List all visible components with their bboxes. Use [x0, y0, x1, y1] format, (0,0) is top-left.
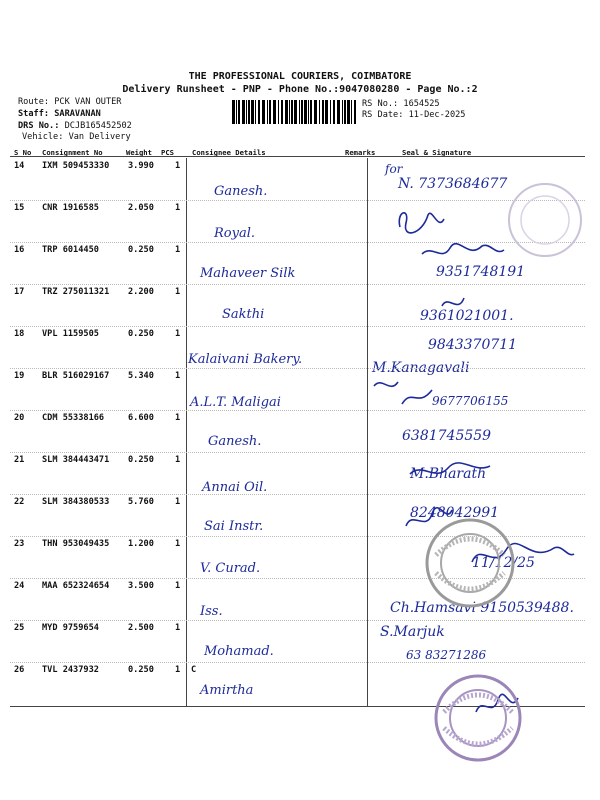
row-consignment-no: SLM 384443471 — [42, 455, 110, 465]
vehicle-label: Vehicle: Van Delivery — [22, 132, 131, 142]
row-divider — [10, 662, 585, 663]
row-divider — [10, 284, 585, 285]
drs-label: DRS No.: — [18, 121, 60, 131]
row-pcs: 1 — [175, 581, 181, 591]
row-weight: 2.050 — [128, 203, 154, 213]
consignee-handwriting: Royal. — [214, 226, 255, 241]
row-pcs: 1 — [175, 623, 181, 633]
row-sno: 14 — [14, 161, 25, 171]
row-weight: 2.200 — [128, 287, 154, 297]
row-weight: 0.250 — [128, 329, 154, 339]
consignee-handwriting: Kalaivani Bakery. — [188, 352, 303, 367]
row-sno: 19 — [14, 371, 25, 381]
row-weight: 6.600 — [128, 413, 154, 423]
row-weight: 3.500 — [128, 581, 154, 591]
row-pcs: 1 — [175, 287, 181, 297]
row-weight: 0.250 — [128, 455, 154, 465]
company-title: THE PROFESSIONAL COURIERS, COIMBATORE — [188, 71, 412, 82]
row-weight: 5.340 — [128, 371, 154, 381]
row-consignment-no: MAA 652324654 — [42, 581, 110, 591]
col-weight: Weight — [126, 148, 152, 157]
receiver-signature-text: N. 7373684677 — [398, 176, 508, 192]
row-consignment-no: CDM 55338166 — [42, 413, 105, 423]
row-weight: 1.200 — [128, 539, 154, 549]
row-sno: 22 — [14, 497, 25, 507]
courier-stamp-3 — [432, 672, 524, 764]
row-weight: 2.500 — [128, 623, 154, 633]
row-sno: 15 — [14, 203, 25, 213]
signature-scribble — [438, 290, 548, 324]
consignee-handwriting: Iss. — [200, 604, 223, 619]
signature-scribble — [398, 386, 508, 420]
drs-value: DCJB165452502 — [64, 121, 132, 131]
consignee-handwriting: Mohamad. — [204, 644, 274, 659]
consignee-handwriting: V. Curad. — [200, 561, 261, 576]
courier-stamp-1 — [505, 180, 585, 260]
row-sno: 17 — [14, 287, 25, 297]
row-remark: C — [191, 665, 197, 675]
receiver-signature-note: 63 83271286 — [406, 648, 487, 662]
row-consignment-no: MYD 9759654 — [42, 623, 99, 633]
consignee-handwriting: Sai Instr. — [204, 519, 264, 534]
receiver-signature-text: 11/12/25 — [472, 555, 535, 571]
drs-line — [18, 121, 132, 131]
row-pcs: 1 — [175, 539, 181, 549]
receiver-signature-text: Ch.Hamsavi 9150539488. — [390, 600, 574, 616]
receiver-signature-text: 9361021001. — [420, 308, 514, 324]
col-seal-signature: Seal & Signature — [402, 148, 472, 157]
receiver-signature-note: for — [385, 162, 403, 176]
consignee-handwriting: Amirtha — [200, 683, 254, 698]
row-pcs: 1 — [175, 161, 181, 171]
route-label: Route: PCK VAN OUTER — [18, 97, 122, 107]
courier-stamp-2 — [422, 515, 518, 611]
receiver-signature-text: M.Bharath — [410, 466, 487, 482]
col-consignment: Consignment No — [42, 148, 103, 157]
consignee-handwriting: A.L.T. Maligai — [190, 395, 281, 410]
receiver-signature-text: 6381745559 — [402, 428, 492, 444]
row-sno: 21 — [14, 455, 25, 465]
receiver-signature-text: 9843370711 — [428, 337, 518, 353]
row-sno: 20 — [14, 413, 25, 423]
consignee-handwriting: Sakthi — [222, 307, 265, 322]
row-weight: 3.990 — [128, 161, 154, 171]
row-divider — [10, 326, 585, 327]
barcode-image — [232, 100, 356, 124]
row-pcs: 1 — [175, 245, 181, 255]
col-sno: S No — [14, 148, 32, 157]
row-sno: 16 — [14, 245, 25, 255]
receiver-signature-text: M.Kanagavali — [372, 360, 470, 376]
staff-label: Staff: — [18, 109, 50, 119]
row-pcs: 1 — [175, 371, 181, 381]
row-divider — [10, 620, 585, 621]
row-sno: 25 — [14, 623, 25, 633]
col-pcs: PCS — [161, 148, 174, 157]
row-consignment-no: BLR 516029167 — [42, 371, 110, 381]
rs-date: RS Date: 11-Dec-2025 — [362, 110, 466, 120]
row-consignment-no: THN 953049435 — [42, 539, 110, 549]
row-consignment-no: VPL 1159505 — [42, 329, 99, 339]
row-pcs: 1 — [175, 665, 181, 675]
receiver-signature-text: S.Marjuk — [380, 624, 445, 640]
col-divider-remarks — [367, 158, 368, 706]
row-consignment-no: TVL 2437932 — [42, 665, 99, 675]
row-sno: 23 — [14, 539, 25, 549]
row-weight: 0.250 — [128, 665, 154, 675]
staff-value: SARAVANAN — [54, 109, 101, 119]
receiver-signature-note: 9677706155 — [432, 394, 509, 408]
signature-scribble — [392, 205, 502, 239]
header-divider — [10, 156, 585, 157]
consignee-handwriting: Annai Oil. — [202, 480, 268, 495]
consignee-handwriting: Ganesh. — [214, 184, 268, 199]
row-consignment-no: CNR 1916585 — [42, 203, 99, 213]
row-weight: 0.250 — [128, 245, 154, 255]
row-consignment-no: TRZ 275011321 — [42, 287, 110, 297]
receiver-signature-text: 9351748191 — [436, 264, 526, 280]
consignee-handwriting: Mahaveer Silk — [200, 266, 296, 281]
col-remarks: Remarks — [345, 148, 376, 157]
runsheet-subtitle: Delivery Runsheet - PNP - Phone No.:9047080280 - Page No.:2 — [122, 84, 478, 95]
row-consignment-no: IXM 509453330 — [42, 161, 110, 171]
receiver-signature-text: 8248042991 — [410, 505, 500, 521]
row-consignment-no: TRP 6014450 — [42, 245, 99, 255]
consignee-handwriting: Ganesh. — [208, 434, 262, 449]
row-divider — [10, 368, 585, 369]
row-sno: 26 — [14, 665, 25, 675]
row-pcs: 1 — [175, 455, 181, 465]
row-pcs: 1 — [175, 497, 181, 507]
rs-number: RS No.: 1654525 — [362, 99, 440, 109]
row-weight: 5.760 — [128, 497, 154, 507]
staff-line — [18, 109, 101, 119]
row-sno: 24 — [14, 581, 25, 591]
row-pcs: 1 — [175, 329, 181, 339]
row-sno: 18 — [14, 329, 25, 339]
col-consignee: Consignee Details — [192, 148, 266, 157]
row-divider — [10, 452, 585, 453]
signature-scribble — [408, 462, 518, 496]
row-divider — [10, 200, 585, 201]
row-pcs: 1 — [175, 203, 181, 213]
col-divider-pcs — [186, 158, 187, 706]
row-consignment-no: SLM 384380533 — [42, 497, 110, 507]
row-pcs: 1 — [175, 413, 181, 423]
